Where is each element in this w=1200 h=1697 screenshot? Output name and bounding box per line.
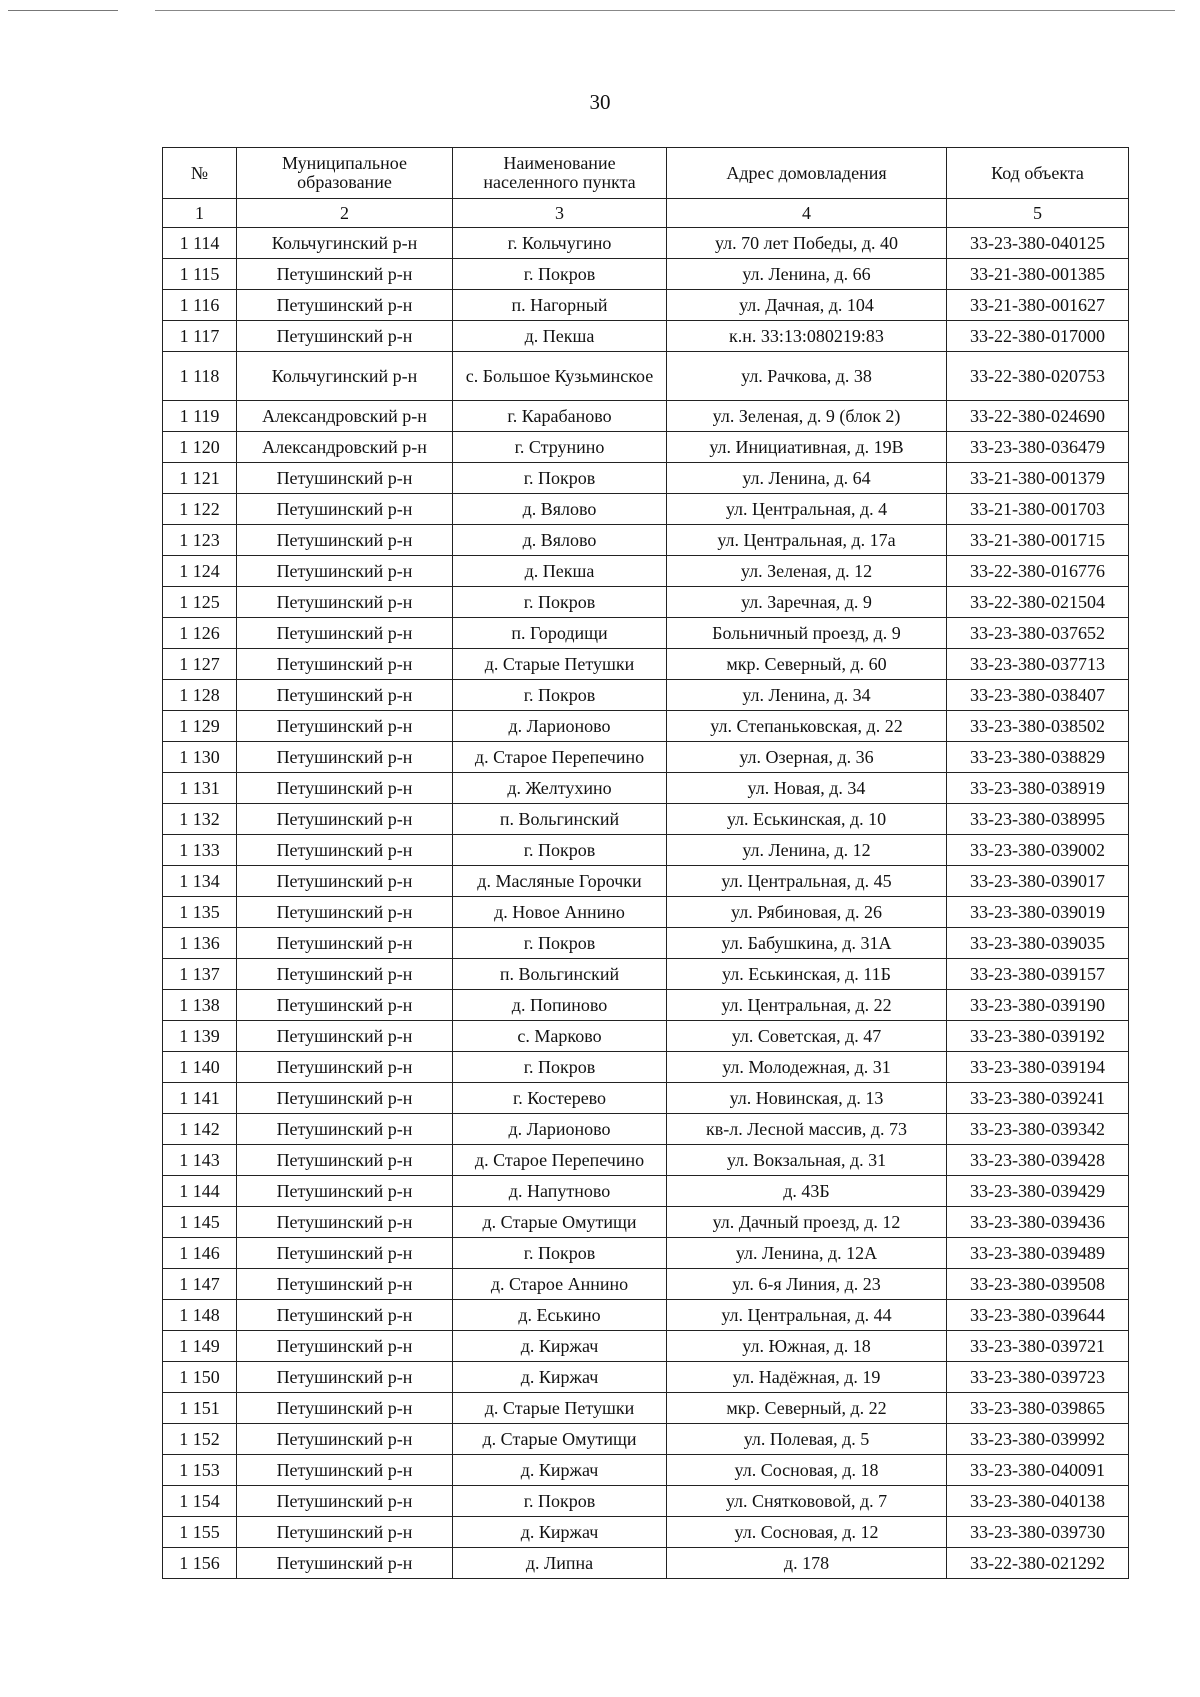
object-code-cell: 33-22-380-021292 bbox=[947, 1548, 1129, 1579]
table-row bbox=[163, 928, 1129, 959]
table-row bbox=[163, 321, 1129, 352]
settlement-cell: д. Ларионово bbox=[453, 711, 667, 742]
address-cell: ул. Центральная, д. 4 bbox=[667, 494, 947, 525]
row-number: 1 137 bbox=[163, 959, 237, 990]
object-code-cell: 33-23-380-039489 bbox=[947, 1238, 1129, 1269]
row-number: 1 131 bbox=[163, 773, 237, 804]
address-cell: ул. Ленина, д. 12А bbox=[667, 1238, 947, 1269]
table-row bbox=[163, 1269, 1129, 1300]
municipality-cell: Александровский р-н bbox=[237, 432, 453, 463]
row-number: 1 114 bbox=[163, 228, 237, 259]
row-number: 1 145 bbox=[163, 1207, 237, 1238]
object-code-cell: 33-23-380-040125 bbox=[947, 228, 1129, 259]
settlement-cell: г. Покров bbox=[453, 680, 667, 711]
row-number: 1 123 bbox=[163, 525, 237, 556]
row-number: 1 120 bbox=[163, 432, 237, 463]
table-row bbox=[163, 1548, 1129, 1579]
header-address: Адрес домовладения bbox=[667, 148, 947, 199]
address-cell: ул. Зеленая, д. 12 bbox=[667, 556, 947, 587]
object-code-cell: 33-23-380-039192 bbox=[947, 1021, 1129, 1052]
table-row bbox=[163, 1114, 1129, 1145]
object-code-cell: 33-21-380-001385 bbox=[947, 259, 1129, 290]
municipality-cell: Петушинский р-н bbox=[237, 1300, 453, 1331]
row-number: 1 141 bbox=[163, 1083, 237, 1114]
address-cell: ул. Новинская, д. 13 bbox=[667, 1083, 947, 1114]
municipality-cell: Петушинский р-н bbox=[237, 1331, 453, 1362]
scan-edge-mark bbox=[8, 10, 118, 11]
object-code-cell: 33-23-380-039194 bbox=[947, 1052, 1129, 1083]
settlement-cell: д. Ларионово bbox=[453, 1114, 667, 1145]
municipality-cell: Кольчугинский р-н bbox=[237, 352, 453, 401]
municipality-cell: Петушинский р-н bbox=[237, 290, 453, 321]
municipality-cell: Петушинский р-н bbox=[237, 463, 453, 494]
table-row bbox=[163, 1517, 1129, 1548]
table-row bbox=[163, 990, 1129, 1021]
address-cell: ул. Инициативная, д. 19В bbox=[667, 432, 947, 463]
row-number: 1 147 bbox=[163, 1269, 237, 1300]
table-row bbox=[163, 1145, 1129, 1176]
registry-body bbox=[163, 228, 1129, 1579]
object-code-cell: 33-22-380-024690 bbox=[947, 401, 1129, 432]
municipality-cell: Петушинский р-н bbox=[237, 680, 453, 711]
object-code-cell: 33-23-380-040138 bbox=[947, 1486, 1129, 1517]
settlement-cell: г. Струнино bbox=[453, 432, 667, 463]
settlement-cell: п. Городищи bbox=[453, 618, 667, 649]
table-row bbox=[163, 494, 1129, 525]
municipality-cell: Петушинский р-н bbox=[237, 1083, 453, 1114]
object-code-cell: 33-23-380-039035 bbox=[947, 928, 1129, 959]
settlement-cell: д. Старое Перепечино bbox=[453, 742, 667, 773]
address-cell: к.н. 33:13:080219:83 bbox=[667, 321, 947, 352]
table-row bbox=[163, 432, 1129, 463]
table-row bbox=[163, 835, 1129, 866]
address-cell: д. 178 bbox=[667, 1548, 947, 1579]
object-code-cell: 33-23-380-038919 bbox=[947, 773, 1129, 804]
table-row bbox=[163, 1083, 1129, 1114]
table-row bbox=[163, 1207, 1129, 1238]
settlement-cell: п. Вольгинский bbox=[453, 959, 667, 990]
row-number: 1 136 bbox=[163, 928, 237, 959]
column-index: 1 bbox=[163, 199, 237, 228]
table-row bbox=[163, 618, 1129, 649]
address-cell: ул. Еськинская, д. 10 bbox=[667, 804, 947, 835]
column-index: 2 bbox=[237, 199, 453, 228]
settlement-cell: д. Старые Петушки bbox=[453, 1393, 667, 1424]
object-code-cell: 33-23-380-039508 bbox=[947, 1269, 1129, 1300]
address-cell: мкр. Северный, д. 22 bbox=[667, 1393, 947, 1424]
header-object-code: Код объекта bbox=[947, 148, 1129, 199]
settlement-cell: г. Кольчугино bbox=[453, 228, 667, 259]
address-cell: ул. Бабушкина, д. 31А bbox=[667, 928, 947, 959]
table-row bbox=[163, 556, 1129, 587]
object-code-cell: 33-23-380-038407 bbox=[947, 680, 1129, 711]
municipality-cell: Петушинский р-н bbox=[237, 1517, 453, 1548]
settlement-cell: г. Покров bbox=[453, 587, 667, 618]
row-number: 1 133 bbox=[163, 835, 237, 866]
object-code-cell: 33-21-380-001703 bbox=[947, 494, 1129, 525]
municipality-cell: Петушинский р-н bbox=[237, 1145, 453, 1176]
municipality-cell: Петушинский р-н bbox=[237, 1424, 453, 1455]
object-code-cell: 33-23-380-039865 bbox=[947, 1393, 1129, 1424]
row-number: 1 152 bbox=[163, 1424, 237, 1455]
address-cell: ул. Еськинская, д. 11Б bbox=[667, 959, 947, 990]
object-code-cell: 33-23-380-039190 bbox=[947, 990, 1129, 1021]
table-row bbox=[163, 649, 1129, 680]
municipality-cell: Петушинский р-н bbox=[237, 1486, 453, 1517]
table-row bbox=[163, 711, 1129, 742]
table-row bbox=[163, 773, 1129, 804]
municipality-cell: Петушинский р-н bbox=[237, 1393, 453, 1424]
settlement-cell: г. Покров bbox=[453, 1238, 667, 1269]
page-number: 30 bbox=[589, 90, 611, 114]
settlement-cell: д. Старое Аннино bbox=[453, 1269, 667, 1300]
municipality-cell: Петушинский р-н bbox=[237, 1362, 453, 1393]
header-number: № bbox=[163, 148, 237, 199]
municipality-cell: Петушинский р-н bbox=[237, 1021, 453, 1052]
table-row bbox=[163, 959, 1129, 990]
row-number: 1 129 bbox=[163, 711, 237, 742]
object-code-cell: 33-23-380-039017 bbox=[947, 866, 1129, 897]
object-code-cell: 33-22-380-021504 bbox=[947, 587, 1129, 618]
row-number: 1 132 bbox=[163, 804, 237, 835]
address-cell: ул. Озерная, д. 36 bbox=[667, 742, 947, 773]
address-cell: ул. Полевая, д. 5 bbox=[667, 1424, 947, 1455]
settlement-cell: д. Попиново bbox=[453, 990, 667, 1021]
table-row bbox=[163, 352, 1129, 401]
settlement-cell: п. Вольгинский bbox=[453, 804, 667, 835]
object-code-cell: 33-23-380-039644 bbox=[947, 1300, 1129, 1331]
address-cell: ул. Сняткововой, д. 7 bbox=[667, 1486, 947, 1517]
row-number: 1 126 bbox=[163, 618, 237, 649]
address-cell: кв-л. Лесной массив, д. 73 bbox=[667, 1114, 947, 1145]
address-cell: ул. Сосновая, д. 18 bbox=[667, 1455, 947, 1486]
municipality-cell: Петушинский р-н bbox=[237, 1207, 453, 1238]
header-municipality: Муниципальное образование bbox=[237, 148, 453, 199]
table-row bbox=[163, 1455, 1129, 1486]
registry-table bbox=[162, 147, 1129, 1579]
address-cell: ул. 70 лет Победы, д. 40 bbox=[667, 228, 947, 259]
row-number: 1 155 bbox=[163, 1517, 237, 1548]
settlement-cell: д. Старые Омутищи bbox=[453, 1207, 667, 1238]
row-number: 1 149 bbox=[163, 1331, 237, 1362]
settlement-cell: д. Киржач bbox=[453, 1362, 667, 1393]
address-cell: ул. Ленина, д. 12 bbox=[667, 835, 947, 866]
table-row bbox=[163, 259, 1129, 290]
settlement-cell: д. Старые Омутищи bbox=[453, 1424, 667, 1455]
municipality-cell: Петушинский р-н bbox=[237, 742, 453, 773]
table-row bbox=[163, 587, 1129, 618]
address-cell: ул. Ленина, д. 64 bbox=[667, 463, 947, 494]
settlement-cell: д. Старое Перепечино bbox=[453, 1145, 667, 1176]
row-number: 1 146 bbox=[163, 1238, 237, 1269]
address-cell: ул. Зеленая, д. 9 (блок 2) bbox=[667, 401, 947, 432]
row-number: 1 119 bbox=[163, 401, 237, 432]
table-row bbox=[163, 680, 1129, 711]
municipality-cell: Петушинский р-н bbox=[237, 618, 453, 649]
address-cell: ул. Дачный проезд, д. 12 bbox=[667, 1207, 947, 1238]
address-cell: ул. Ленина, д. 34 bbox=[667, 680, 947, 711]
table-row bbox=[163, 1362, 1129, 1393]
table-row bbox=[163, 804, 1129, 835]
row-number: 1 140 bbox=[163, 1052, 237, 1083]
row-number: 1 117 bbox=[163, 321, 237, 352]
municipality-cell: Петушинский р-н bbox=[237, 259, 453, 290]
row-number: 1 128 bbox=[163, 680, 237, 711]
header-row bbox=[163, 148, 1129, 199]
settlement-cell: д. Пекша bbox=[453, 321, 667, 352]
municipality-cell: Петушинский р-н bbox=[237, 897, 453, 928]
row-number: 1 130 bbox=[163, 742, 237, 773]
object-code-cell: 33-23-380-039342 bbox=[947, 1114, 1129, 1145]
object-code-cell: 33-23-380-039019 bbox=[947, 897, 1129, 928]
table-row bbox=[163, 401, 1129, 432]
object-code-cell: 33-23-380-039723 bbox=[947, 1362, 1129, 1393]
settlement-cell: г. Карабаново bbox=[453, 401, 667, 432]
settlement-cell: г. Покров bbox=[453, 835, 667, 866]
object-code-cell: 33-23-380-039429 bbox=[947, 1176, 1129, 1207]
settlement-cell: д. Вялово bbox=[453, 525, 667, 556]
table-row bbox=[163, 1300, 1129, 1331]
address-cell: ул. 6-я Линия, д. 23 bbox=[667, 1269, 947, 1300]
settlement-cell: д. Новое Аннино bbox=[453, 897, 667, 928]
row-number: 1 144 bbox=[163, 1176, 237, 1207]
object-code-cell: 33-23-380-039992 bbox=[947, 1424, 1129, 1455]
settlement-cell: д. Масляные Горочки bbox=[453, 866, 667, 897]
address-cell: ул. Рябиновая, д. 26 bbox=[667, 897, 947, 928]
row-number: 1 115 bbox=[163, 259, 237, 290]
table-row bbox=[163, 1052, 1129, 1083]
municipality-cell: Кольчугинский р-н bbox=[237, 228, 453, 259]
scan-edge-mark bbox=[155, 10, 1175, 11]
column-index-row bbox=[163, 199, 1129, 228]
table-row bbox=[163, 1424, 1129, 1455]
settlement-cell: д. Липна bbox=[453, 1548, 667, 1579]
address-cell: ул. Южная, д. 18 bbox=[667, 1331, 947, 1362]
municipality-cell: Петушинский р-н bbox=[237, 1455, 453, 1486]
row-number: 1 135 bbox=[163, 897, 237, 928]
object-code-cell: 33-21-380-001627 bbox=[947, 290, 1129, 321]
object-code-cell: 33-23-380-038829 bbox=[947, 742, 1129, 773]
row-number: 1 151 bbox=[163, 1393, 237, 1424]
table-row bbox=[163, 1393, 1129, 1424]
settlement-cell: г. Покров bbox=[453, 928, 667, 959]
table-row bbox=[163, 866, 1129, 897]
column-index: 3 bbox=[453, 199, 667, 228]
settlement-cell: д. Пекша bbox=[453, 556, 667, 587]
row-number: 1 142 bbox=[163, 1114, 237, 1145]
settlement-cell: г. Покров bbox=[453, 463, 667, 494]
row-number: 1 154 bbox=[163, 1486, 237, 1517]
address-cell: д. 43Б bbox=[667, 1176, 947, 1207]
address-cell: ул. Ленина, д. 66 bbox=[667, 259, 947, 290]
row-number: 1 134 bbox=[163, 866, 237, 897]
address-cell: ул. Центральная, д. 17а bbox=[667, 525, 947, 556]
municipality-cell: Петушинский р-н bbox=[237, 1176, 453, 1207]
address-cell: ул. Вокзальная, д. 31 bbox=[667, 1145, 947, 1176]
object-code-cell: 33-23-380-038995 bbox=[947, 804, 1129, 835]
address-cell: ул. Сосновая, д. 12 bbox=[667, 1517, 947, 1548]
municipality-cell: Петушинский р-н bbox=[237, 1052, 453, 1083]
address-cell: мкр. Северный, д. 60 bbox=[667, 649, 947, 680]
object-code-cell: 33-21-380-001715 bbox=[947, 525, 1129, 556]
address-cell: Больничный проезд, д. 9 bbox=[667, 618, 947, 649]
municipality-cell: Петушинский р-н bbox=[237, 711, 453, 742]
address-cell: ул. Центральная, д. 45 bbox=[667, 866, 947, 897]
table-row bbox=[163, 1486, 1129, 1517]
row-number: 1 138 bbox=[163, 990, 237, 1021]
object-code-cell: 33-23-380-037652 bbox=[947, 618, 1129, 649]
row-number: 1 139 bbox=[163, 1021, 237, 1052]
row-number: 1 148 bbox=[163, 1300, 237, 1331]
municipality-cell: Петушинский р-н bbox=[237, 556, 453, 587]
row-number: 1 124 bbox=[163, 556, 237, 587]
object-code-cell: 33-23-380-039721 bbox=[947, 1331, 1129, 1362]
settlement-cell: г. Костерево bbox=[453, 1083, 667, 1114]
object-code-cell: 33-23-380-039730 bbox=[947, 1517, 1129, 1548]
table-row bbox=[163, 1238, 1129, 1269]
municipality-cell: Петушинский р-н bbox=[237, 804, 453, 835]
header-settlement: Наименование населенного пункта bbox=[453, 148, 667, 199]
object-code-cell: 33-23-380-037713 bbox=[947, 649, 1129, 680]
settlement-cell: с. Большое Кузьминское bbox=[453, 352, 667, 401]
column-index: 4 bbox=[667, 199, 947, 228]
row-number: 1 116 bbox=[163, 290, 237, 321]
object-code-cell: 33-23-380-039241 bbox=[947, 1083, 1129, 1114]
object-code-cell: 33-23-380-039002 bbox=[947, 835, 1129, 866]
settlement-cell: д. Киржач bbox=[453, 1331, 667, 1362]
municipality-cell: Петушинский р-н bbox=[237, 321, 453, 352]
settlement-cell: д. Напутново bbox=[453, 1176, 667, 1207]
column-index: 5 bbox=[947, 199, 1129, 228]
object-code-cell: 33-23-380-039157 bbox=[947, 959, 1129, 990]
address-cell: ул. Молодежная, д. 31 bbox=[667, 1052, 947, 1083]
table-row bbox=[163, 1021, 1129, 1052]
object-code-cell: 33-23-380-036479 bbox=[947, 432, 1129, 463]
municipality-cell: Петушинский р-н bbox=[237, 773, 453, 804]
row-number: 1 156 bbox=[163, 1548, 237, 1579]
address-cell: ул. Новая, д. 34 bbox=[667, 773, 947, 804]
settlement-cell: д. Еськино bbox=[453, 1300, 667, 1331]
settlement-cell: с. Марково bbox=[453, 1021, 667, 1052]
address-cell: ул. Центральная, д. 22 bbox=[667, 990, 947, 1021]
municipality-cell: Петушинский р-н bbox=[237, 587, 453, 618]
settlement-cell: п. Нагорный bbox=[453, 290, 667, 321]
municipality-cell: Петушинский р-н bbox=[237, 959, 453, 990]
row-number: 1 150 bbox=[163, 1362, 237, 1393]
municipality-cell: Александровский р-н bbox=[237, 401, 453, 432]
table-row bbox=[163, 228, 1129, 259]
settlement-cell: д. Киржач bbox=[453, 1455, 667, 1486]
row-number: 1 153 bbox=[163, 1455, 237, 1486]
row-number: 1 121 bbox=[163, 463, 237, 494]
municipality-cell: Петушинский р-н bbox=[237, 1548, 453, 1579]
address-cell: ул. Центральная, д. 44 bbox=[667, 1300, 947, 1331]
address-cell: ул. Рачкова, д. 38 bbox=[667, 352, 947, 401]
object-code-cell: 33-23-380-039428 bbox=[947, 1145, 1129, 1176]
table-row bbox=[163, 742, 1129, 773]
municipality-cell: Петушинский р-н bbox=[237, 866, 453, 897]
object-code-cell: 33-22-380-020753 bbox=[947, 352, 1129, 401]
settlement-cell: г. Покров bbox=[453, 1486, 667, 1517]
settlement-cell: г. Покров bbox=[453, 259, 667, 290]
object-code-cell: 33-23-380-040091 bbox=[947, 1455, 1129, 1486]
table-row bbox=[163, 525, 1129, 556]
municipality-cell: Петушинский р-н bbox=[237, 1269, 453, 1300]
address-cell: ул. Дачная, д. 104 bbox=[667, 290, 947, 321]
municipality-cell: Петушинский р-н bbox=[237, 928, 453, 959]
object-code-cell: 33-22-380-017000 bbox=[947, 321, 1129, 352]
municipality-cell: Петушинский р-н bbox=[237, 990, 453, 1021]
address-cell: ул. Надёжная, д. 19 bbox=[667, 1362, 947, 1393]
object-code-cell: 33-23-380-038502 bbox=[947, 711, 1129, 742]
address-cell: ул. Степаньковская, д. 22 bbox=[667, 711, 947, 742]
municipality-cell: Петушинский р-н bbox=[237, 835, 453, 866]
object-code-cell: 33-21-380-001379 bbox=[947, 463, 1129, 494]
object-code-cell: 33-23-380-039436 bbox=[947, 1207, 1129, 1238]
municipality-cell: Петушинский р-н bbox=[237, 494, 453, 525]
settlement-cell: д. Вялово bbox=[453, 494, 667, 525]
row-number: 1 122 bbox=[163, 494, 237, 525]
municipality-cell: Петушинский р-н bbox=[237, 525, 453, 556]
table-row bbox=[163, 1176, 1129, 1207]
address-cell: ул. Заречная, д. 9 bbox=[667, 587, 947, 618]
municipality-cell: Петушинский р-н bbox=[237, 1238, 453, 1269]
settlement-cell: д. Старые Петушки bbox=[453, 649, 667, 680]
object-code-cell: 33-22-380-016776 bbox=[947, 556, 1129, 587]
settlement-cell: д. Желтухино bbox=[453, 773, 667, 804]
table-row bbox=[163, 290, 1129, 321]
settlement-cell: д. Киржач bbox=[453, 1517, 667, 1548]
municipality-cell: Петушинский р-н bbox=[237, 1114, 453, 1145]
table-row bbox=[163, 1331, 1129, 1362]
row-number: 1 125 bbox=[163, 587, 237, 618]
table-row bbox=[163, 463, 1129, 494]
row-number: 1 143 bbox=[163, 1145, 237, 1176]
table-row bbox=[163, 897, 1129, 928]
row-number: 1 118 bbox=[163, 352, 237, 401]
address-cell: ул. Советская, д. 47 bbox=[667, 1021, 947, 1052]
settlement-cell: г. Покров bbox=[453, 1052, 667, 1083]
row-number: 1 127 bbox=[163, 649, 237, 680]
municipality-cell: Петушинский р-н bbox=[237, 649, 453, 680]
